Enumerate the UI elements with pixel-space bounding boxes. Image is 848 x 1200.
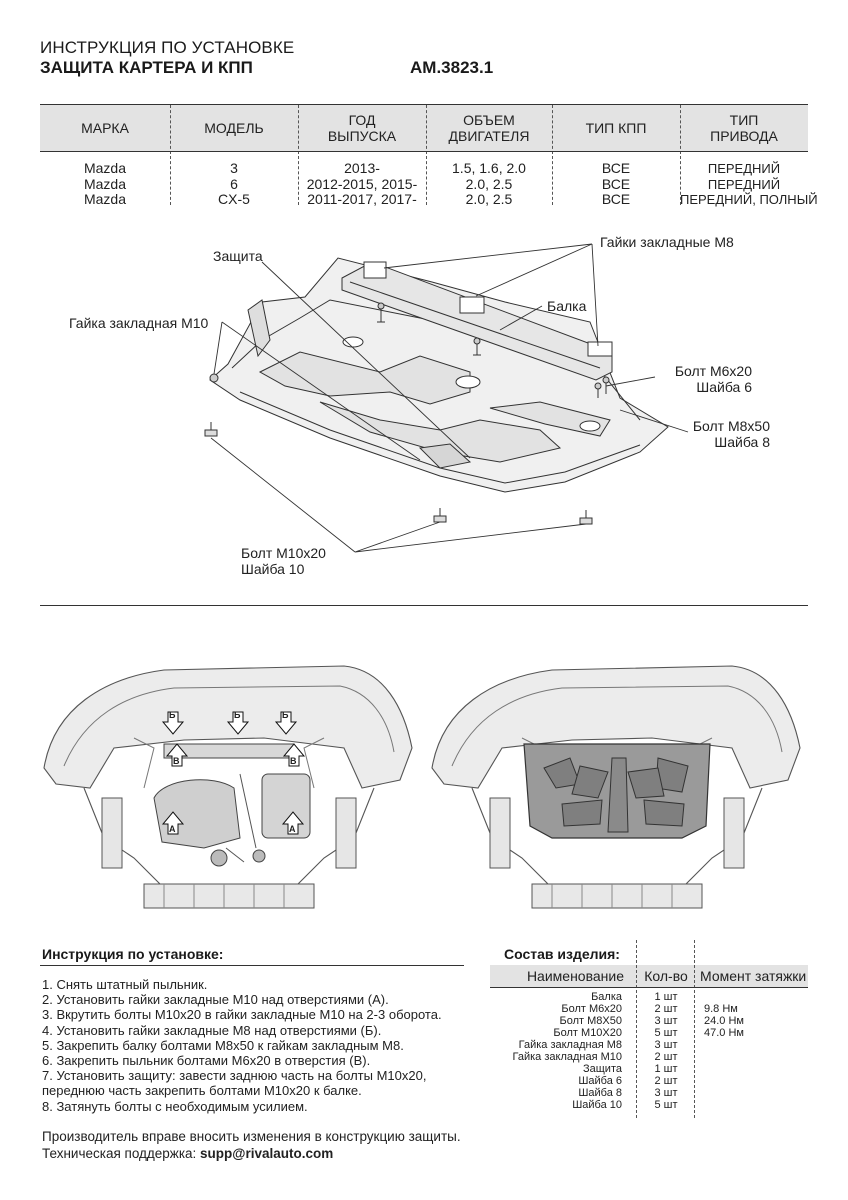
spec-header-cell: МАРКА	[81, 120, 129, 136]
part-qty: 2 шт	[654, 1003, 678, 1015]
part-torque	[704, 1051, 744, 1063]
part-torque: 9.8 Нм	[704, 1003, 738, 1015]
instruction-step: 8. Затянуть болты с необходимым усилием.	[42, 1098, 308, 1114]
leader-nut-m10	[214, 322, 222, 374]
part-qty: 3 шт	[654, 1015, 678, 1027]
spec-cell: 2011-2017, 2017-	[307, 191, 417, 207]
footer-notice: Производитель вправе вносить изменения в конструкцию защиты.	[42, 1129, 461, 1144]
part-name: Болт М10Х20	[553, 1027, 622, 1039]
part-qty: 3 шт	[654, 1039, 678, 1051]
vehicle-view-after	[432, 666, 800, 908]
instruction-step: 1. Снять штатный пыльник.	[42, 977, 208, 992]
marker-a-2: А	[289, 824, 296, 834]
part-name: Болт М8Х50	[559, 1015, 622, 1027]
part-torque	[704, 1039, 744, 1051]
diagram-rule	[40, 605, 808, 606]
label-bolt-m6: Болт М6х20	[674, 363, 752, 379]
spec-header-cell: ТИП ПРИВОДА	[710, 112, 778, 144]
label-washer-8: Шайба 8	[714, 434, 770, 450]
spec-column-values	[552, 161, 680, 208]
instructions-title: Инструкция по установке:	[42, 946, 224, 962]
spec-column-values	[40, 161, 170, 208]
parts-col-torque: Момент затяжки	[700, 968, 807, 984]
part-torque	[704, 1075, 744, 1087]
spec-column-values	[680, 161, 818, 208]
instruction-step: 3. Вкрутить болты М10х20 в гайки закладные М10 на 2-3 оборота.	[42, 1007, 442, 1023]
instruction-step: переднюю часть закрепить болтами М10х20 к балке.	[42, 1083, 362, 1099]
spec-header-rule	[40, 151, 808, 152]
exploded-parts-diagram	[0, 215, 848, 590]
parts-col-qty: Кол-во	[644, 968, 688, 984]
spec-header-cell: ТИП КПП	[585, 120, 647, 136]
marker-b-2: Б	[234, 710, 241, 720]
product-title: ЗАЩИТА КАРТЕРА И КПП	[40, 58, 253, 77]
part-torque	[704, 1087, 744, 1099]
part-torque	[704, 1099, 744, 1111]
part-torque	[704, 1063, 744, 1075]
parts-names	[496, 991, 622, 1111]
spec-cell: 6	[230, 175, 238, 192]
part-torque: 24.0 Нм	[704, 1015, 744, 1027]
marker-v-1: В	[173, 756, 180, 766]
article-code: AM.3823.1	[410, 58, 494, 77]
part-name: Гайка закладная М8	[518, 1039, 622, 1051]
spec-cell: 2013-	[344, 160, 380, 176]
spec-column-values	[298, 161, 426, 208]
instruction-steps	[42, 977, 442, 1114]
spec-cell: 1.5, 1.6, 2.0	[452, 160, 526, 176]
part-qty: 1 шт	[654, 991, 678, 1003]
spec-cell: 2012-2015, 2015-	[306, 175, 418, 192]
instruction-step: 7. Установить защиту: завести заднюю часть на болты М10х20,	[42, 1068, 427, 1084]
parts-col-name: Наименование	[526, 968, 624, 984]
part-qty: 2 шт	[654, 1075, 678, 1087]
part-name: Шайба 8	[578, 1087, 622, 1099]
instructions-rule	[40, 965, 464, 966]
spec-cell: ПЕРЕДНИЙ, ПОЛНЫЙ	[680, 192, 818, 207]
support-email[interactable]: supp@rivalauto.com	[200, 1146, 334, 1161]
label-bolt-m8: Болт М8х50	[692, 418, 770, 434]
instruction-step: 4. Установить гайки закладные М8 над отверстиями (Б).	[42, 1022, 382, 1038]
instruction-step: 6. Закрепить пыльник болтами М6х20 в отверстия (В).	[42, 1053, 371, 1069]
parts-title: Состав изделия:	[504, 946, 620, 962]
label-bolt-m10: Болт М10х20	[241, 545, 326, 561]
spec-cell: Mazda	[83, 175, 127, 192]
parts-quantities	[640, 991, 692, 1111]
marker-b-3: Б	[282, 710, 289, 720]
spec-cell: Mazda	[83, 191, 127, 207]
spec-cell: Mazda	[83, 160, 127, 176]
label-washer-10: Шайба 10	[241, 561, 305, 577]
spec-cell: 2.0, 2.5	[465, 191, 513, 207]
part-name: Балка	[591, 991, 622, 1003]
doc-title: ИНСТРУКЦИЯ ПО УСТАНОВКЕ	[40, 38, 295, 57]
parts-sep-2	[694, 940, 695, 1118]
label-washer-6: Шайба 6	[696, 379, 752, 395]
spec-header-cell: ОБЪЕМ ДВИГАТЕЛЯ	[448, 112, 530, 144]
spec-cell: ПЕРЕДНИЙ	[707, 176, 781, 192]
spec-cell: 3	[230, 160, 238, 176]
vehicle-view-before	[44, 666, 412, 908]
spec-cell: ВСЕ	[601, 175, 631, 192]
spec-column-values	[170, 161, 298, 208]
spec-cell: ВСЕ	[601, 191, 631, 207]
instruction-step: 2. Установить гайки закладные М10 над отверстиями (А).	[42, 992, 389, 1008]
parts-sep-1	[636, 940, 637, 1118]
spec-column-values	[426, 161, 552, 208]
parts-header-rule	[490, 987, 808, 988]
part-name: Шайба 6	[578, 1075, 622, 1087]
spec-cell: ПЕРЕДНИЙ	[707, 161, 781, 176]
part-name: Гайка закладная М10	[512, 1051, 622, 1063]
part-name: Шайба 10	[572, 1099, 622, 1111]
marker-a-1: А	[169, 824, 176, 834]
part-torque	[704, 991, 744, 1003]
label-beam: Балка	[547, 298, 587, 314]
part-qty: 2 шт	[654, 1051, 678, 1063]
part-qty: 3 шт	[654, 1087, 678, 1099]
spec-cell: 2.0, 2.5	[465, 175, 513, 192]
part-qty: 5 шт	[654, 1099, 678, 1111]
label-nut-m10: Гайка закладная М10	[69, 315, 209, 331]
part-name: Болт М6х20	[561, 1003, 622, 1015]
part-qty: 5 шт	[654, 1027, 678, 1039]
spec-header-cell: ГОД ВЫПУСКА	[327, 112, 397, 144]
label-guard: Защита	[213, 248, 263, 264]
part-qty: 1 шт	[654, 1063, 678, 1075]
support-label: Техническая поддержка:	[42, 1146, 201, 1161]
marker-v-2: В	[290, 756, 297, 766]
part-torque: 47.0 Нм	[704, 1027, 744, 1039]
parts-torques	[704, 991, 744, 1111]
vehicle-underside-views	[0, 640, 848, 910]
spec-cell: ВСЕ	[601, 160, 631, 176]
footer-support	[42, 1146, 333, 1161]
marker-b-1: Б	[169, 710, 176, 720]
part-name: Защита	[583, 1063, 622, 1075]
spec-cell: CX-5	[218, 191, 250, 207]
instruction-step: 5. Закрепить балку болтами М8х50 к гайкам закладным М8.	[42, 1037, 404, 1053]
spec-header-cell: МОДЕЛЬ	[204, 120, 264, 136]
label-nuts-m8: Гайки закладные М8	[600, 234, 734, 250]
